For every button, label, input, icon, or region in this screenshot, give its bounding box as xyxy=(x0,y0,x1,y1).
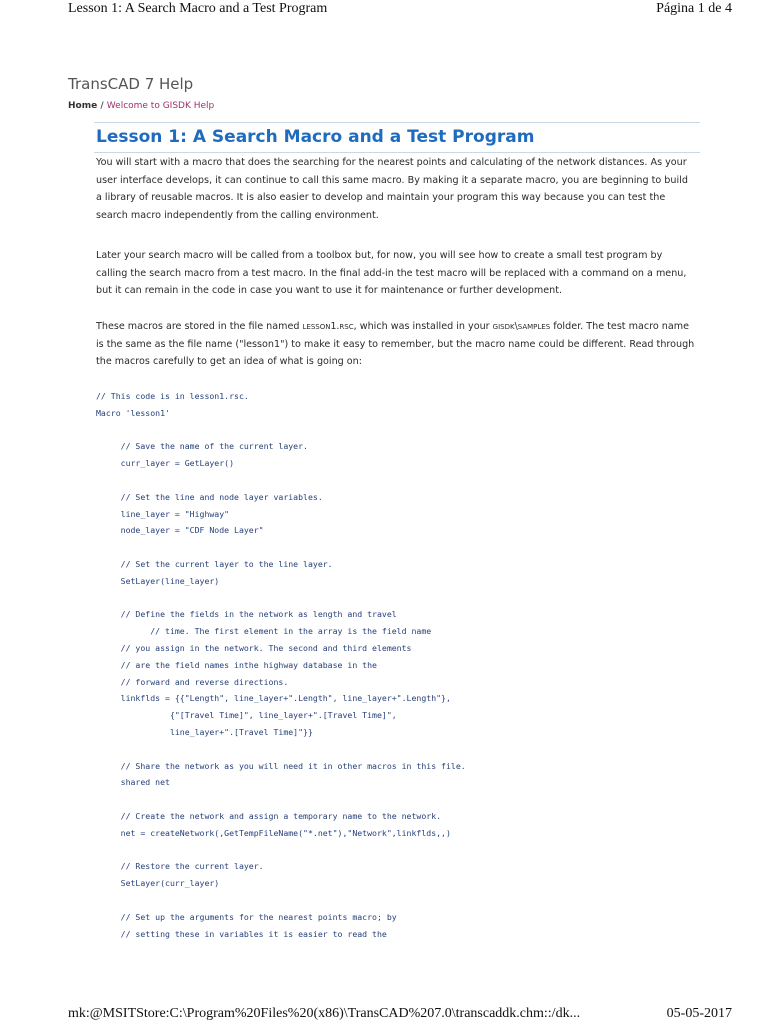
code-line: shared net xyxy=(96,777,170,788)
code-line: // Define the fields in the network as length and travel xyxy=(96,609,397,620)
code-line xyxy=(96,590,696,607)
breadcrumb xyxy=(68,101,214,111)
print-header-page-number: Página 1 de 4 xyxy=(656,1,732,16)
code-line: SetLayer(curr_layer) xyxy=(96,878,220,889)
code-line: net = createNetwork(,GetTempFileName("*.net"),"Network",linkflds,,) xyxy=(96,827,451,838)
code-line: {"[Travel Time]", line_layer+".[Travel Time]", xyxy=(96,710,397,721)
text-segment: These macros are stored in the file named xyxy=(96,321,303,332)
code-line xyxy=(96,422,696,439)
help-title: TransCAD 7 Help xyxy=(68,75,194,93)
code-line: // are the field names inthe highway database in the xyxy=(96,659,377,670)
code-block xyxy=(96,388,696,942)
print-header-title: Lesson 1: A Search Macro and a Test Program xyxy=(68,1,328,16)
code-line: // time. The first element in the array is the field name xyxy=(96,626,432,637)
file-name: lesson1.rsc xyxy=(302,321,354,332)
code-line xyxy=(96,539,696,556)
print-footer-path: mk:@MSITStore:C:\Program%20Files%20(x86)\TransCAD%207.0\transcaddk.chm::/dk... xyxy=(68,1006,581,1021)
folder-path: gisdk\samples xyxy=(492,321,551,332)
code-line: // Set the current layer to the line layer. xyxy=(96,558,333,569)
lesson-paragraph: Later your search macro will be called from a toolbox but, for now, you will see how to create a small test program by calling the search macro from a test macro. In the final add-in the test macro will be replaced with a command on a menu, but it can remain in the code in case you want to use it for maintenance or further development. xyxy=(96,250,687,296)
code-line: // setting these in variables it is easier to read the xyxy=(96,928,387,939)
code-line: // you assign in the network. The second and third elements xyxy=(96,642,412,653)
lesson-content xyxy=(96,122,696,939)
code-line: line_layer = "Highway" xyxy=(96,508,230,519)
code-line: // This code is in lesson1.rsc. xyxy=(96,391,249,401)
code-line: curr_layer = GetLayer() xyxy=(96,458,235,469)
lesson-paragraph-files xyxy=(96,318,696,371)
code-line: node_layer = "CDF Node Layer" xyxy=(96,525,264,536)
code-line: linkflds = {{"Length", line_layer+".Length", line_layer+".Length"}, xyxy=(96,693,451,704)
text-segment: , which was installed in your xyxy=(353,321,493,332)
code-line: SetLayer(line_layer) xyxy=(96,575,220,586)
code-line: // Set up the arguments for the nearest points macro; by xyxy=(96,911,397,922)
code-line: // Create the network and assign a temporary name to the network. xyxy=(96,810,442,821)
breadcrumb-link-gisdk-help[interactable]: Welcome to GISDK Help xyxy=(106,101,215,111)
lesson-paragraph: You will start with a macro that does the searching for the nearest points and calculating of the network distances. As your user interface develops, it can continue to call this same macro. By making it a separate macro, you are beginning to build a library of reusable macros. It is also easier to develop and maintain your program this way because you can test the search macro independently from the calling environment. xyxy=(96,157,688,221)
code-line xyxy=(96,842,696,859)
print-footer xyxy=(0,1006,768,1024)
code-line: Macro 'lesson1' xyxy=(96,407,170,418)
breadcrumb-home[interactable]: Home xyxy=(68,101,98,111)
code-line xyxy=(96,741,696,758)
text-segment: folder. The test macro name is the same as the file name ("lesson1") to make it easy to remember, but the macro name could be different. Read through the macros carefully to get an idea of what is going on: xyxy=(96,321,695,367)
code-line: // forward and reverse directions. xyxy=(96,676,289,687)
code-line: // Share the network as you will need it in other macros in this file. xyxy=(96,760,466,771)
print-header xyxy=(0,0,768,22)
code-line: // Set the line and node layer variables. xyxy=(96,491,323,502)
code-line xyxy=(96,791,696,808)
breadcrumb-separator: / xyxy=(100,101,104,111)
code-line: line_layer+".[Travel Time]"}} xyxy=(96,726,313,737)
code-line: // Restore the current layer. xyxy=(96,861,264,872)
lesson-title: Lesson 1: A Search Macro and a Test Program xyxy=(94,122,700,153)
code-line: // Save the name of the current layer. xyxy=(96,441,308,452)
print-footer-date: 05-05-2017 xyxy=(666,1006,732,1021)
code-line xyxy=(96,892,696,909)
code-line xyxy=(96,472,696,489)
